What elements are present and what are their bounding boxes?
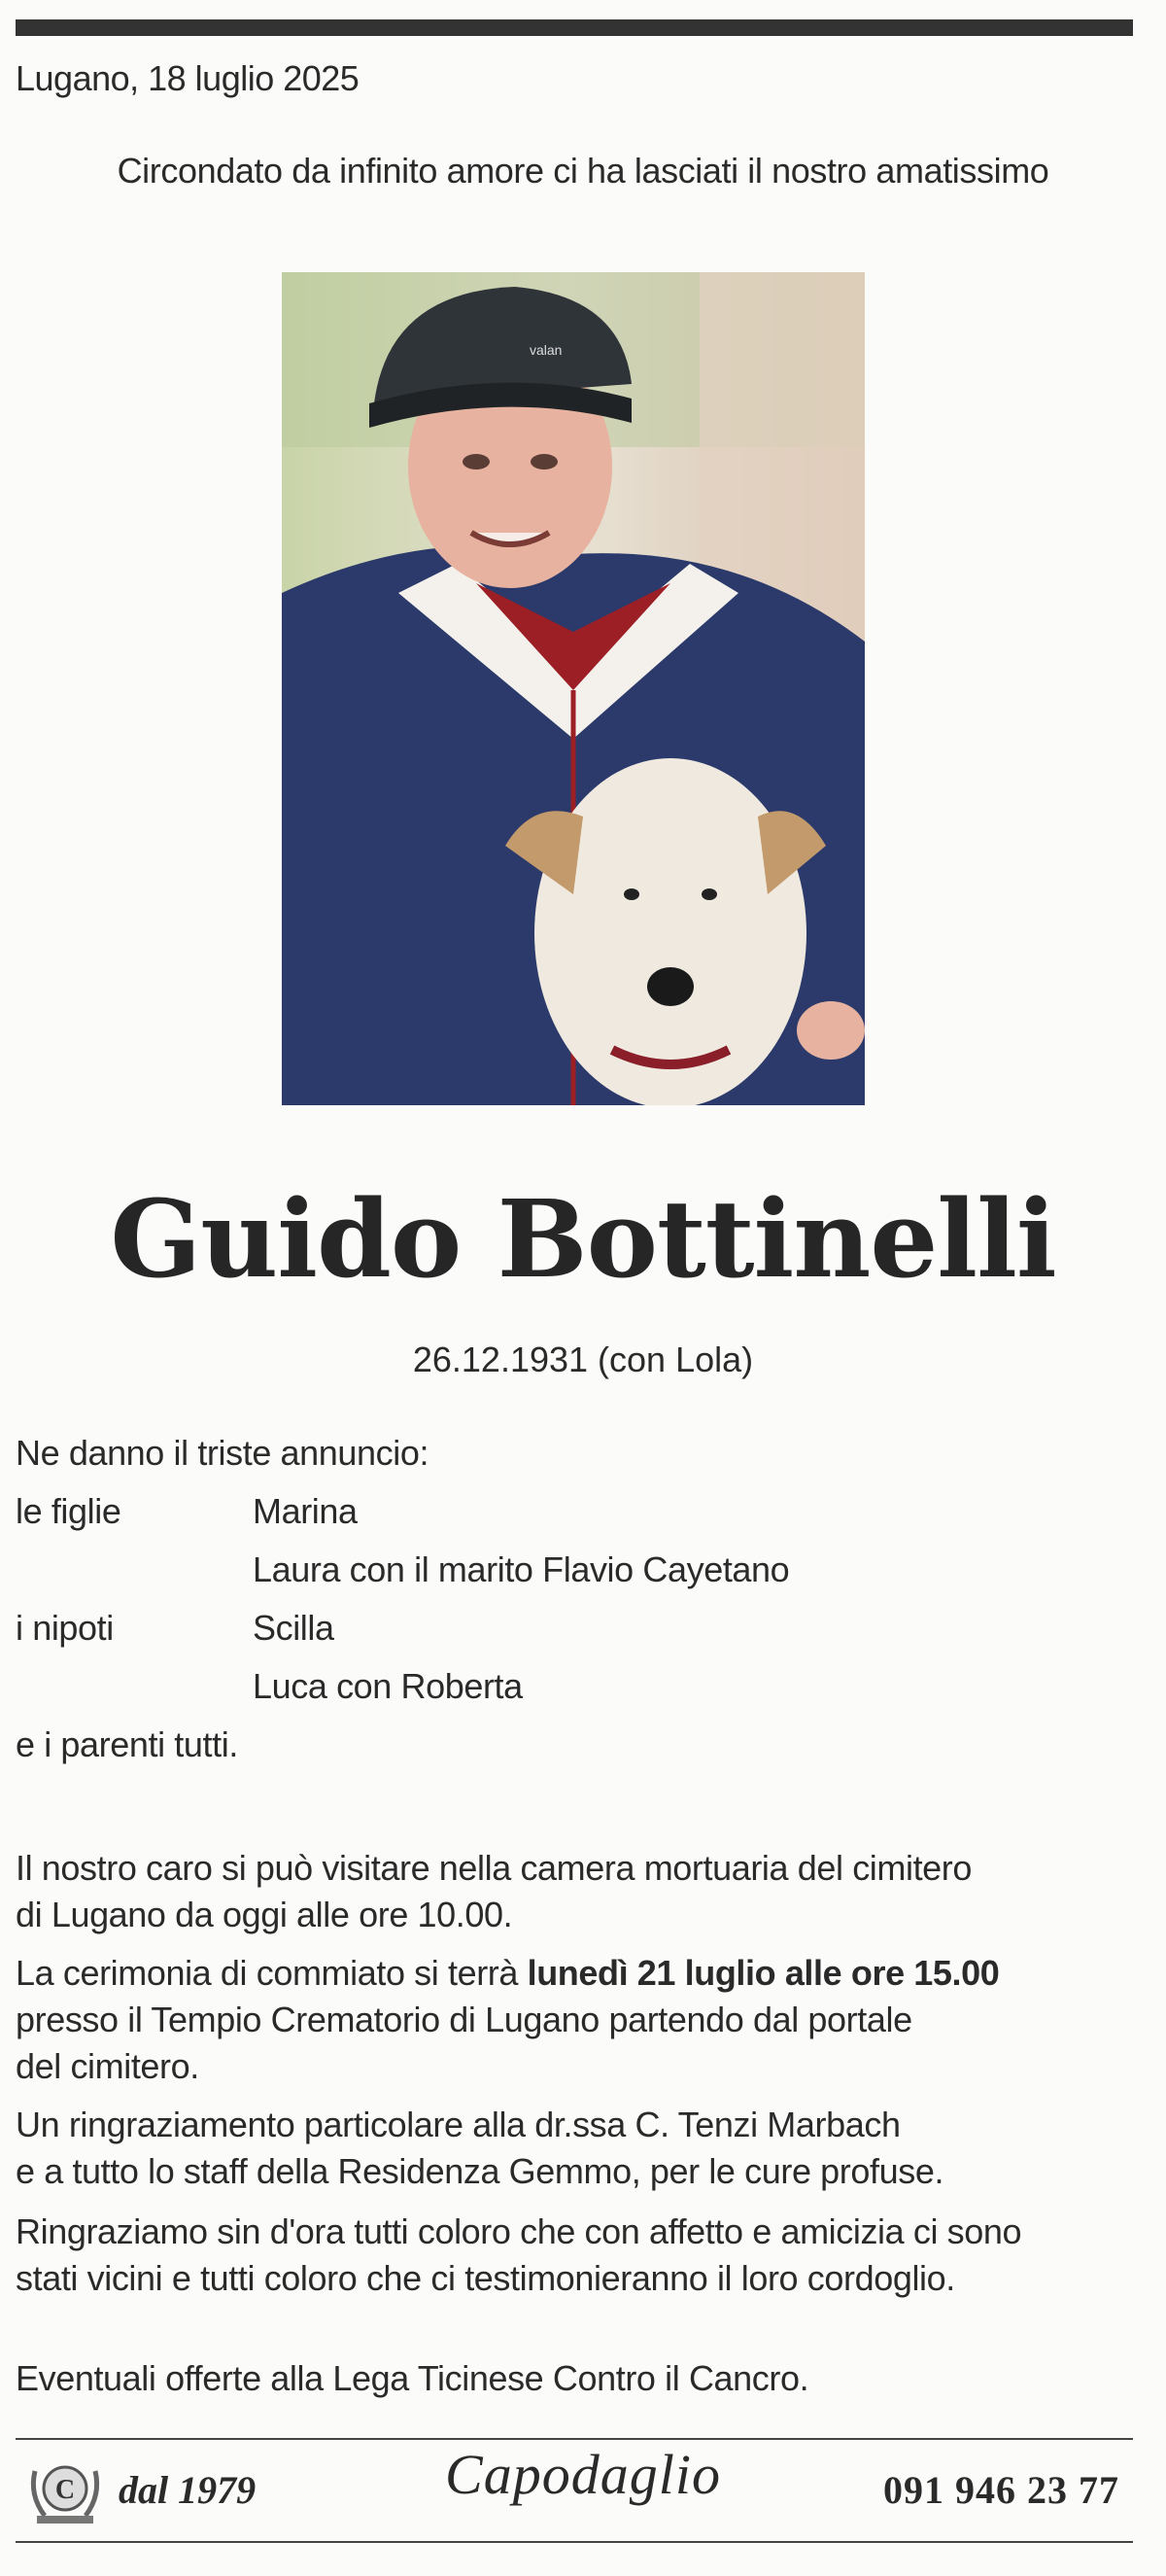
deceased-name: Guido Bottinelli <box>110 1176 1056 1302</box>
ceremony-date: lunedì 21 luglio alle ore 15.00 <box>527 1953 1000 1993</box>
birth-date: 26.12.1931 (con Lola) <box>412 1340 754 1379</box>
brand-name: Capodaglio <box>445 2443 721 2506</box>
footer-top-rule <box>16 2438 1133 2440</box>
thanks-paragraph: Un ringraziamento particolare alla dr.ssa C. Tenzi Marbach e a tutto lo staff della Residenza Gemmo, per le cure profuse. <box>16 2105 944 2191</box>
svg-text:valan: valan <box>530 342 563 358</box>
announcement-title: Ne danno il triste annuncio: <box>16 1433 429 1473</box>
relation-label: i nipoti <box>16 1608 114 1648</box>
donations-note: Eventuali offerte alla Lega Ticinese Contro il Cancro. <box>16 2358 809 2398</box>
phone-number: 091 946 23 77 <box>883 2468 1119 2512</box>
since-year: dal 1979 <box>119 2468 257 2512</box>
ceremony-paragraph: La cerimonia di commiato si terrà lunedì 21 luglio alle ore 15.00 presso il Tempio Crematorio di Lugano partendo dal portale del cimitero. <box>16 1953 1000 2086</box>
relation-label: le figlie <box>16 1491 121 1531</box>
portrait-photo <box>282 272 865 1105</box>
gratitude-paragraph: Ringraziamo sin d'ora tutti coloro che con affetto e amicizia ci sono stati vicini e tutti coloro che ci testimonieranno il loro cordoglio. <box>16 2211 1022 2298</box>
svg-text:C: C <box>54 2475 76 2505</box>
top-rule <box>16 19 1133 36</box>
relative-name: Luca con Roberta <box>253 1666 523 1706</box>
relative-name: Marina <box>253 1491 358 1531</box>
visit-paragraph: Il nostro caro si può visitare nella camera mortuaria del cimitero di Lugano da oggi alle ore 10.00. <box>16 1848 973 1934</box>
relative-name: Laura con il marito Flavio Cayetano <box>253 1549 790 1589</box>
footer-bottom-rule <box>16 2541 1133 2543</box>
relatives-closing: e i parenti tutti. <box>16 1724 238 1764</box>
relative-name: Scilla <box>253 1608 334 1648</box>
intro-text: Circondato da infinito amore ci ha lasciati il nostro amatissimo <box>117 151 1049 191</box>
place-date: Lugano, 18 luglio 2025 <box>16 58 360 98</box>
